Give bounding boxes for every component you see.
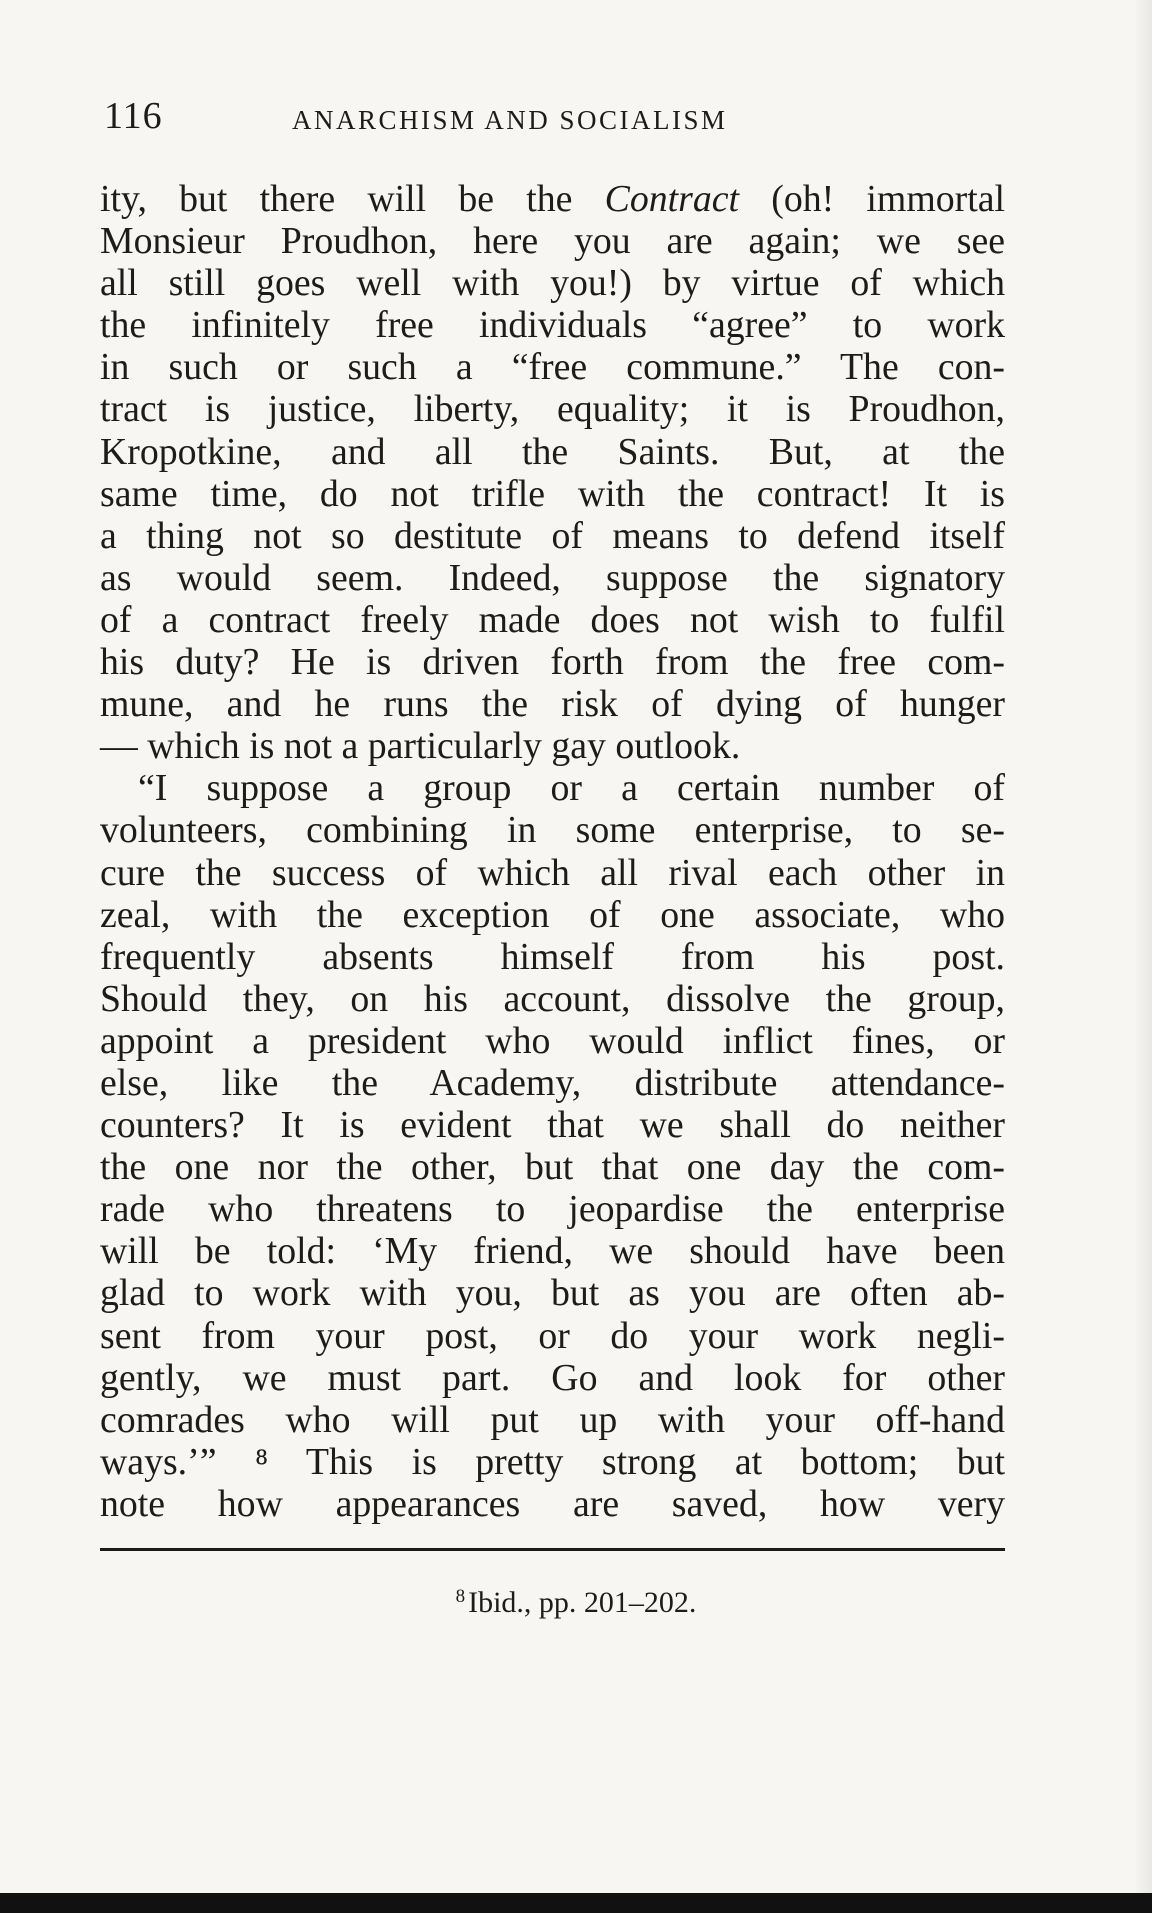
text-line: of a contract freely made does not wish to fulfil [100, 598, 1005, 641]
text-line: ity, but there will be the Contract (oh! immortal [100, 178, 1005, 220]
text-line: as would seem. Indeed, suppose the signatory [100, 556, 1005, 599]
text-line: sent from your post, or do your work negli- [100, 1314, 1005, 1357]
text-line: Kropotkine, and all the Saints. But, at the [100, 430, 1005, 473]
running-title: ANARCHISM AND SOCIALISM [292, 105, 728, 135]
text-line: counters? It is evident that we shall do neither [100, 1104, 1005, 1147]
text-line: — which is not a particularly gay outlook. [100, 725, 741, 768]
text-line: the one nor the other, but that one day the com- [100, 1146, 1005, 1189]
footnote-marker: 8 [455, 1586, 466, 1607]
text-line: gently, we must part. Go and look for other [100, 1356, 1005, 1399]
text-line: zeal, with the exception of one associate, who [100, 893, 1005, 936]
text-line: a thing not so destitute of means to defend itself [100, 514, 1005, 557]
text-line: ways.’” ⁸ This is pretty strong at bottom; but [100, 1440, 1005, 1483]
page-edge-shadow [1134, 0, 1152, 1913]
text-line: same time, do not trifle with the contract! It is [100, 472, 1005, 515]
text-line: the infinitely free individuals “agree” to work [100, 304, 1005, 347]
text-line: mune, and he runs the risk of dying of hunger [100, 683, 1005, 726]
text-line: Monsieur Proudhon, here you are again; we see [100, 220, 1005, 263]
text-line: all still goes well with you!) by virtue of which [100, 262, 1005, 305]
scan-bottom-band [0, 1893, 1152, 1913]
text-line: glad to work with you, but as you are often ab- [100, 1272, 1005, 1315]
running-head [100, 92, 1005, 140]
text-line: Should they, on his account, dissolve the group, [100, 977, 1005, 1020]
italic-word: Contract [604, 178, 740, 220]
text-line: else, like the Academy, distribute attendance- [100, 1061, 1005, 1104]
text-line: appoint a president who would inflict fines, or [100, 1019, 1005, 1062]
text-line: will be told: ‘My friend, we should have been [100, 1230, 1005, 1273]
text-line: comrades who will put up with your off-hand [100, 1398, 1005, 1441]
text-line: frequently absents himself from his post. [100, 935, 1005, 978]
text-line: his duty? He is driven forth from the free com- [100, 641, 1005, 684]
text-line: “I suppose a group or a certain number of [138, 767, 1005, 810]
text-line: in such or such a “free commune.” The con- [100, 346, 1005, 389]
footnote-rule [100, 1548, 1005, 1551]
text-line: tract is justice, liberty, equality; it is Proudhon, [100, 388, 1005, 431]
text-line: note how appearances are saved, how very [100, 1482, 1005, 1525]
text-line: volunteers, combining in some enterprise, to se- [100, 809, 1005, 852]
page-number: 116 [104, 95, 163, 137]
footnote [0, 1577, 1152, 1623]
text-line: cure the success of which all rival each other in [100, 851, 1005, 894]
body-text [100, 178, 1005, 1525]
text-line: rade who threatens to jeopardise the enterprise [100, 1188, 1005, 1231]
footnote-text: Ibid., pp. 201–202. [468, 1586, 697, 1619]
